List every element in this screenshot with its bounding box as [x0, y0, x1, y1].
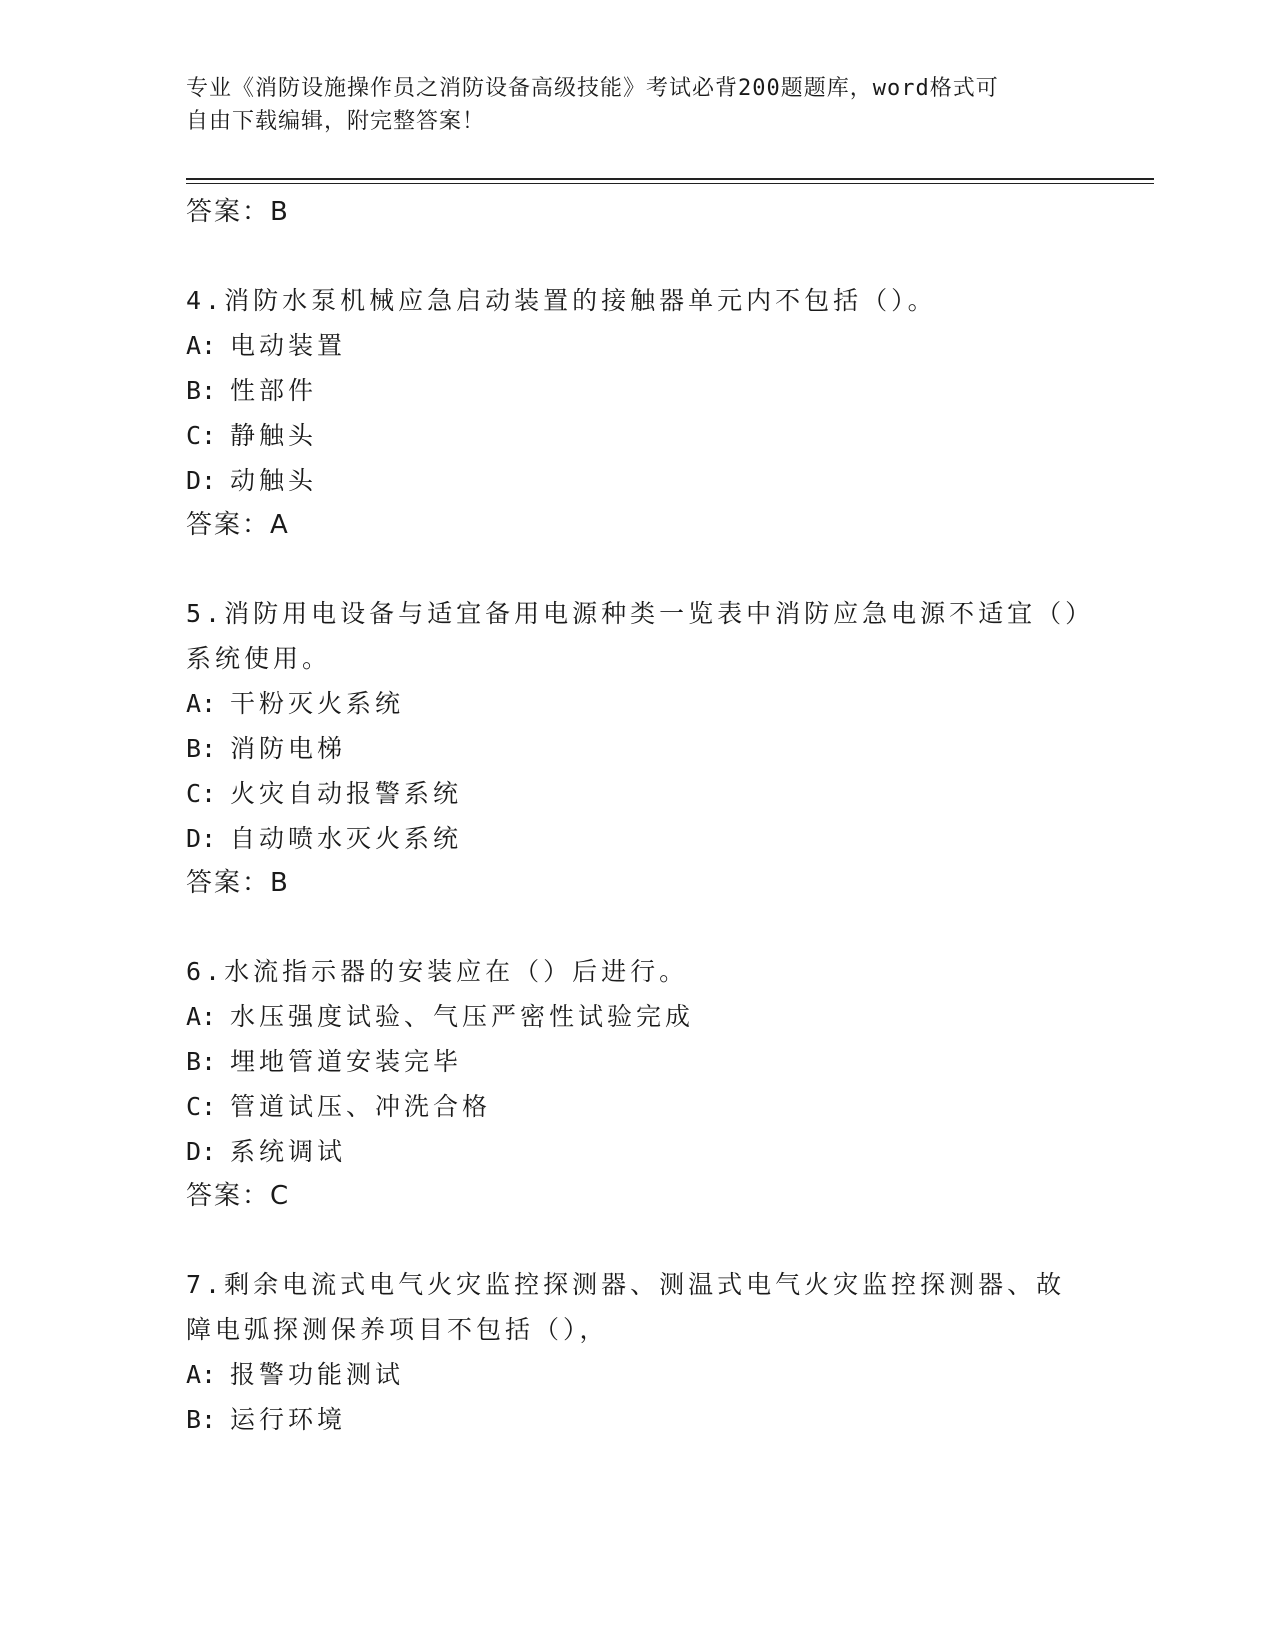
answer-label: 答案：B [186, 197, 290, 227]
option-key: B: [186, 1405, 217, 1434]
answer-label: 答案：B [186, 868, 290, 898]
option-text: 静触头 [230, 421, 318, 450]
question-stem: 4.消防水泵机械应急启动装置的接触器单元内不包括（）。 [186, 286, 937, 315]
option-text: 消防电梯 [230, 734, 347, 763]
option-text: 火灾自动报警系统 [230, 779, 463, 808]
option-key: C: [186, 779, 217, 808]
question-stem: 5.消防用电设备与适宜备用电源种类一览表中消防应急电源不适宜（）系统使用。 [186, 599, 1082, 673]
option-b [186, 726, 1086, 771]
option-text: 性部件 [230, 376, 318, 405]
option-key: C: [186, 1092, 217, 1121]
option-key: A: [186, 689, 217, 718]
option-text: 动触头 [230, 466, 318, 495]
question-block [186, 1262, 1086, 1442]
header-divider [186, 178, 1154, 180]
option-text: 系统调试 [230, 1137, 347, 1166]
option-key: A: [186, 1002, 217, 1031]
option-a [186, 681, 1086, 726]
option-b [186, 1397, 1086, 1442]
option-key: B: [186, 376, 217, 405]
question-list [186, 190, 1086, 1442]
option-text: 电动装置 [230, 331, 347, 360]
header-divider-thin [186, 183, 1154, 184]
option-d [186, 816, 1086, 861]
option-c [186, 1084, 1086, 1129]
option-b [186, 368, 1086, 413]
option-text: 管道试压、冲洗合格 [230, 1092, 492, 1121]
document-header [186, 72, 1086, 138]
option-a [186, 1352, 1086, 1397]
option-a [186, 323, 1086, 368]
question-stem: 6.水流指示器的安装应在（）后进行。 [186, 957, 689, 986]
question-stem: 7.剩余电流式电气火灾监控探测器、测温式电气火灾监控探测器、故障电弧探测保养项目不包括（）， [186, 1270, 1066, 1344]
question-block [186, 278, 1086, 547]
option-text: 自动喷水灭火系统 [230, 824, 463, 853]
option-key: B: [186, 1047, 217, 1076]
header-line-1: 专业《消防设施操作员之消防设备高级技能》考试必背200题题库，word格式可 [186, 76, 999, 101]
option-text: 埋地管道安装完毕 [230, 1047, 463, 1076]
option-text: 干粉灭火系统 [230, 689, 405, 718]
header-line-2: 自由下载编辑，附完整答案！ [186, 109, 486, 134]
option-a [186, 994, 1086, 1039]
option-c [186, 771, 1086, 816]
question-block [186, 949, 1086, 1218]
option-text: 报警功能测试 [230, 1360, 405, 1389]
option-key: D: [186, 466, 217, 495]
option-key: C: [186, 421, 217, 450]
option-key: A: [186, 331, 217, 360]
option-text: 水压强度试验、气压严密性试验完成 [230, 1002, 695, 1031]
answer-label: 答案：A [186, 510, 290, 540]
option-key: A: [186, 1360, 217, 1389]
question-block [186, 591, 1086, 905]
option-key: D: [186, 824, 217, 853]
option-c [186, 413, 1086, 458]
option-b [186, 1039, 1086, 1084]
option-key: B: [186, 734, 217, 763]
option-text: 运行环境 [230, 1405, 347, 1434]
option-key: D: [186, 1137, 217, 1166]
answer-label: 答案：C [186, 1181, 291, 1211]
option-d [186, 458, 1086, 503]
option-d [186, 1129, 1086, 1174]
